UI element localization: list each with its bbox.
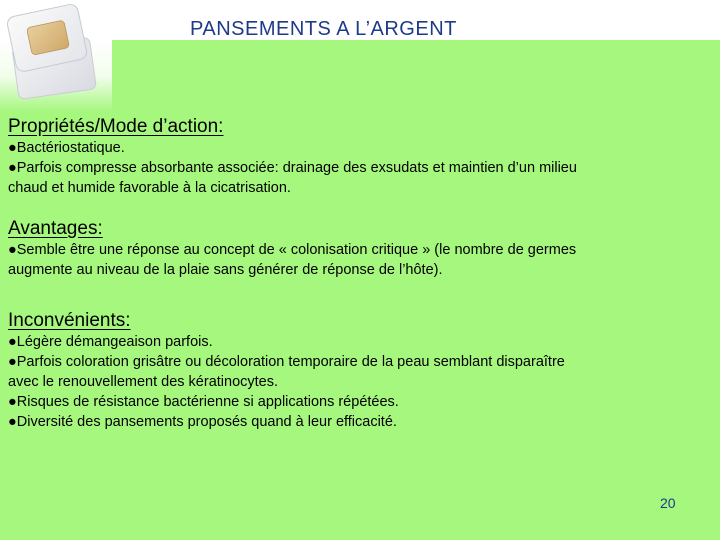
section-body-avantages	[8, 240, 708, 280]
list-item: ●Légère démangeaison parfois.	[8, 334, 213, 350]
list-item: augmente au niveau de la plaie sans générer de réponse de l’hôte).	[8, 262, 443, 278]
section-heading-inconvenients: Inconvénients:	[8, 310, 131, 331]
section-body-inconvenients	[8, 332, 708, 432]
section-body-proprietes	[8, 138, 708, 198]
list-item: chaud et humide favorable à la cicatrisation.	[8, 180, 291, 196]
list-item: ●Parfois coloration grisâtre ou décoloration temporaire de la peau semblant disparaître	[8, 354, 565, 370]
list-item: ●Semble être une réponse au concept de « colonisation critique » (le nombre de germes	[8, 242, 577, 258]
list-item: ●Risques de résistance bactérienne si applications répétées.	[8, 394, 399, 410]
slide-title: PANSEMENTS A L’ARGENT	[190, 18, 457, 40]
page-number: 20	[660, 495, 676, 511]
list-item: ●Bactériostatique.	[8, 140, 125, 156]
list-item: avec le renouvellement des kératinocytes.	[8, 374, 279, 390]
section-heading-proprietes: Propriétés/Mode d’action:	[8, 116, 224, 137]
list-item: ●Diversité des pansements proposés quand à leur efficacité.	[8, 414, 397, 430]
list-item: ●Parfois compresse absorbante associée: drainage des exsudats et maintien d’un milieu	[8, 160, 577, 176]
section-heading-avantages: Avantages:	[8, 218, 103, 239]
silver-dressing-photo-icon	[0, 0, 112, 112]
